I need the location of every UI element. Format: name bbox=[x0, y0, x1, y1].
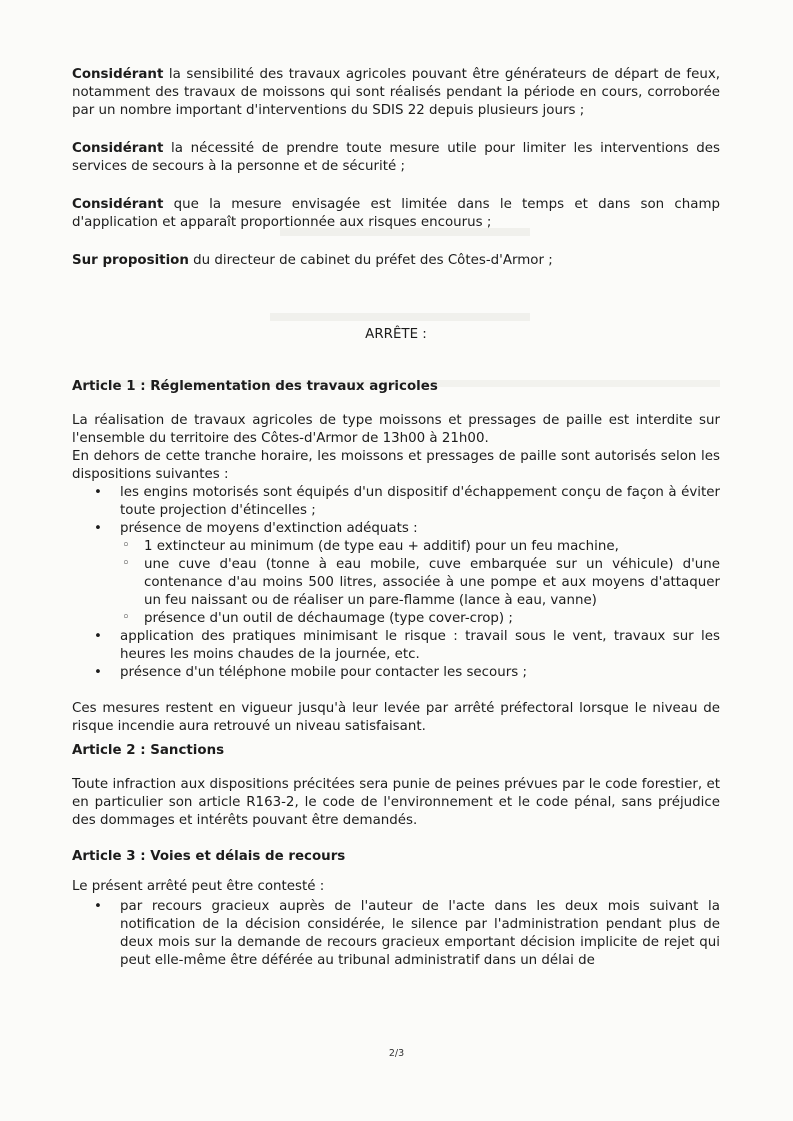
article-1-closing: Ces mesures restent en vigueur jusqu'à leur levée par arrêté préfectoral lorsque le niveau de risque incendie aura retrouvé un niveau satisfaisant. bbox=[72, 701, 720, 734]
sublist-item: ◦ présence d'un outil de déchaumage (type cover-crop) ; bbox=[120, 610, 720, 628]
considerant-2: Considérant la nécessité de prendre toute mesure utile pour limiter les interventions des services de secours à la personne et de sécurité ; bbox=[72, 141, 720, 174]
extinction-sublist bbox=[120, 538, 720, 628]
list-item: • application des pratiques minimisant le risque : travail sous le vent, travaux sur les heures les moins chaudes de la journée, etc. bbox=[72, 628, 720, 664]
list-item: • présence de moyens d'extinction adéquats : ◦ 1 extincteur au minimum (de type eau + additif) pour un feu machine, ◦ une cuve d'eau (tonne à eau mobile, cuve embarquée sur un véhicule) d'une contenance d'au moins 500 litres, associée à une pompe et aux moyens d'attaquer un feu naissant ou de réaliser un pare-flamme (lance à eau, vanne) ◦ présence d'un outil de déchaumage (type cover-crop) ; bbox=[72, 520, 720, 628]
considerant-3: Considérant que la mesure envisagée est limitée dans le temps et dans son champ d'application et apparaît proportionnée aux risques encourus ; bbox=[72, 197, 720, 230]
article-3-title: Article 3 : Voies et délais de recours bbox=[72, 849, 346, 864]
list-item: • présence d'un téléphone mobile pour contacter les secours ; bbox=[72, 664, 720, 682]
considerant-1: Considérant la sensibilité des travaux agricoles pouvant être générateurs de départ de feux, notamment des travaux de moissons qui sont réalisés pendant la période en cours, corroborée par un nombre important d'interventions du SDIS 22 depuis plusieurs jours ; bbox=[72, 67, 720, 118]
list-item: • les engins motorisés sont équipés d'un dispositif d'échappement conçu de façon à éviter toute projection d'étincelles ; bbox=[72, 484, 720, 520]
decision-title: ARRÊTE : bbox=[365, 327, 427, 342]
article-1-intro-2: En dehors de cette tranche horaire, les moissons et pressages de paille sont autorisés selon les dispositions suivantes : bbox=[72, 449, 720, 482]
sur-proposition: Sur proposition du directeur de cabinet du préfet des Côtes-d'Armor ; bbox=[72, 253, 553, 268]
article-3-intro: Le présent arrêté peut être contesté : bbox=[72, 879, 325, 894]
article-1-title: Article 1 : Réglementation des travaux agricoles bbox=[72, 379, 438, 394]
sublist-item: ◦ 1 extincteur au minimum (de type eau + additif) pour un feu machine, bbox=[120, 538, 720, 556]
article-1-list bbox=[72, 484, 720, 682]
article-3-list bbox=[72, 898, 720, 970]
list-item: • par recours gracieux auprès de l'auteur de l'acte dans les deux mois suivant la notification de la décision considérée, le silence par l'administration pendant plus de deux mois sur la demande de recours gracieux emportant décision implicite de rejet qui peut elle-même être déférée au tribunal administratif dans un délai de bbox=[72, 898, 720, 970]
article-2-text: Toute infraction aux dispositions précitées sera punie de peines prévues par le code forestier, et en particulier son article R163-2, le code de l'environnement et le code pénal, sans préjudice des dommages et intérêts pouvant être demandés. bbox=[72, 777, 720, 828]
article-1-intro: La réalisation de travaux agricoles de type moissons et pressages de paille est interdite sur l'ensemble du territoire des Côtes-d'Armor de 13h00 à 21h00. bbox=[72, 413, 720, 446]
document-body bbox=[72, 66, 720, 970]
sublist-item: ◦ une cuve d'eau (tonne à eau mobile, cuve embarquée sur un véhicule) d'une contenance d'au moins 500 litres, associée à une pompe et aux moyens d'attaquer un feu naissant ou de réaliser un pare-flamme (lance à eau, vanne) bbox=[120, 556, 720, 610]
page-number: 2/3 bbox=[388, 1048, 405, 1059]
article-2-title: Article 2 : Sanctions bbox=[72, 743, 225, 758]
